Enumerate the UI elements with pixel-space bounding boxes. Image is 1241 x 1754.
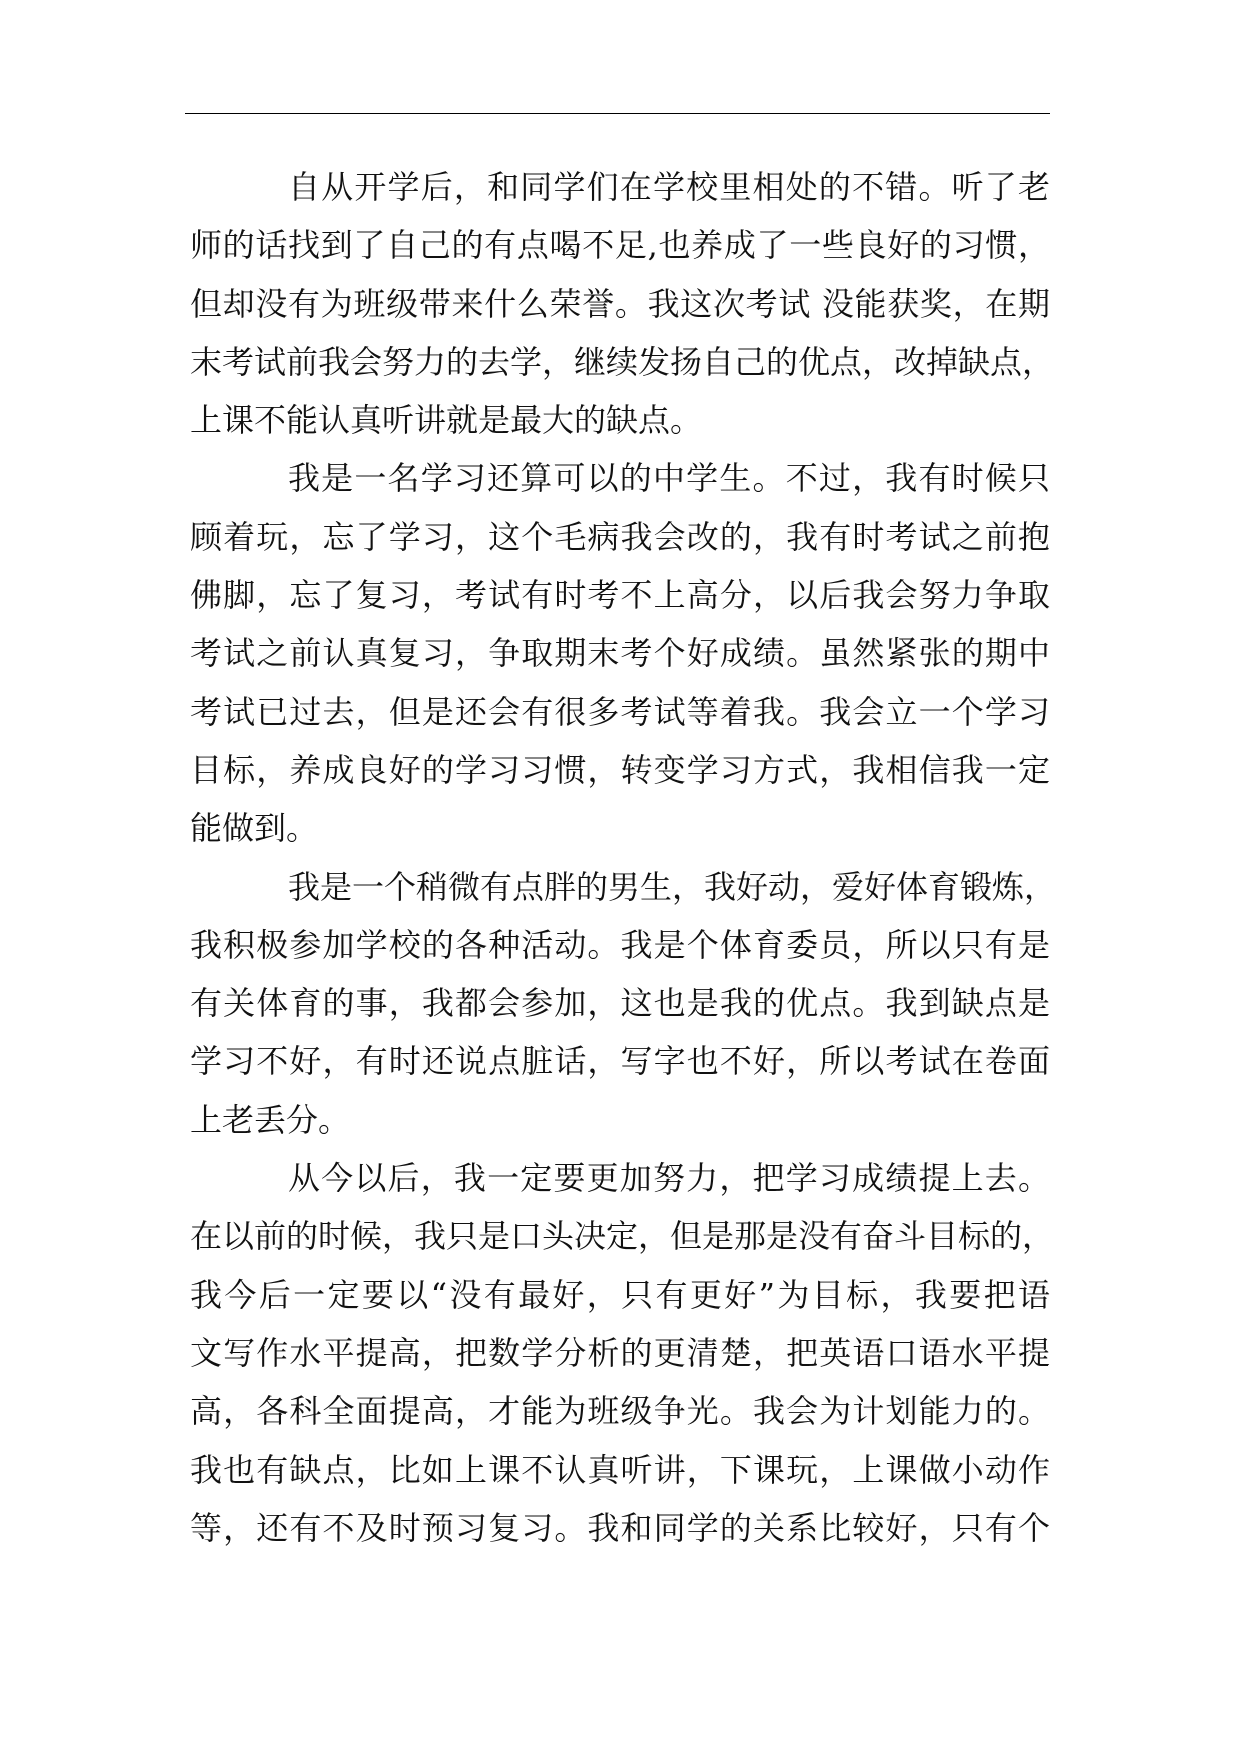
text-line: 文写作水平提高，把数学分析的更清楚，把英语口语水平提 [190, 1333, 1050, 1372]
text-line: 我也有缺点，比如上课不认真听讲，下课玩，上课做小动作 [190, 1450, 1050, 1489]
text-line: 顾着玩，忘了学习，这个毛病我会改的，我有时考试之前抱 [190, 517, 1050, 556]
text-line: 考试已过去，但是还会有很多考试等着我。我会立一个学习 [190, 692, 1050, 731]
text-line: 我积极参加学校的各种活动。我是个体育委员，所以只有是 [190, 925, 1050, 964]
text-line: 能做到。 [190, 809, 319, 848]
text-line: 师的话找到了自己的有点喝不足,也养成了一些良好的习惯， [190, 226, 1050, 265]
text-line: 上老丢分。 [190, 1100, 351, 1139]
text-line: 目标，养成良好的学习习惯，转变学习方式，我相信我一定 [190, 750, 1050, 789]
text-line: 我今后一定要以“没有最好，只有更好”为目标，我要把语 [190, 1275, 1050, 1314]
text-line: 自从开学后，和同学们在学校里相处的不错。听了老 [288, 168, 1050, 206]
text-line: 末考试前我会努力的去学，继续发扬自己的优点，改掉缺点， [190, 342, 1055, 381]
text-line: 我是一名学习还算可以的中学生。不过，我有时候只 [288, 459, 1050, 498]
text-line: 但却没有为班级带来什么荣誉。我这次考试 没能获奖，在期 [190, 284, 1050, 323]
text-line: 考试之前认真复习，争取期末考个好成绩。虽然紧张的期中 [190, 634, 1050, 673]
text-line: 我是一个稍微有点胖的男生，我好动，爱好体育锻炼， [288, 867, 1057, 906]
header-rule [185, 113, 1050, 114]
text-line: 从今以后，我一定要更加努力，把学习成绩提上去。 [288, 1159, 1050, 1198]
text-line: 在以前的时候，我只是口头决定，但是那是没有奋斗目标的， [190, 1217, 1055, 1256]
text-line: 高，各科全面提高，才能为班级争光。我会为计划能力的。 [190, 1392, 1050, 1431]
text-line: 等，还有不及时预习复习。我和同学的关系比较好，只有个 [190, 1508, 1050, 1547]
body-text [190, 158, 1057, 1557]
text-line: 学习不好，有时还说点脏话，写字也不好，所以考试在卷面 [190, 1042, 1050, 1081]
text-line: 佛脚，忘了复习，考试有时考不上高分，以后我会努力争取 [190, 576, 1050, 615]
text-line: 有关体育的事，我都会参加，这也是我的优点。我到缺点是 [190, 984, 1050, 1023]
text-line: 上课不能认真听讲就是最大的缺点。 [190, 401, 703, 440]
